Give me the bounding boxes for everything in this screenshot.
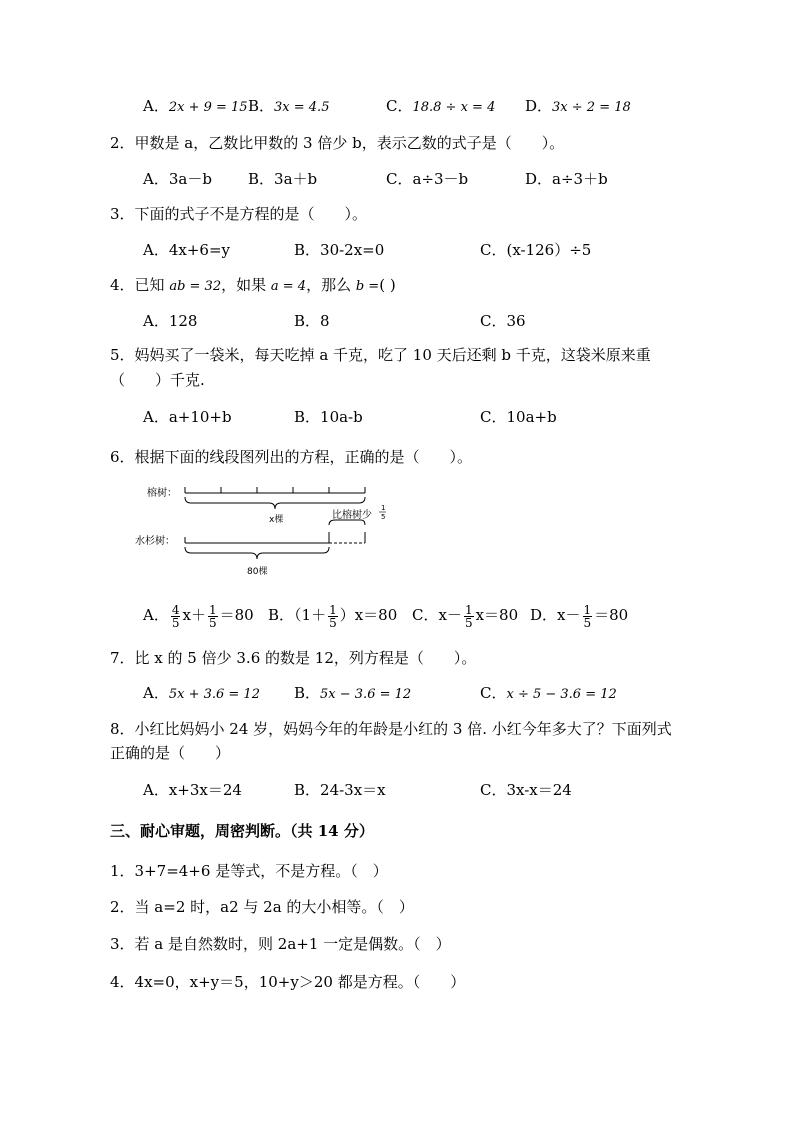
q7-option-a[interactable] <box>143 683 260 705</box>
q1-option-b[interactable] <box>248 96 329 118</box>
line-segment-diagram <box>135 480 395 580</box>
equation: 2x + 9 = 15 <box>168 100 248 115</box>
q7-option-b[interactable] <box>294 683 411 705</box>
option-letter: C．x－ <box>412 606 462 624</box>
q3-option-c[interactable]: C．(x-126）÷5 <box>480 241 592 259</box>
judgment-item-1[interactable]: 1．3+7=4+6 是等式，不是方程。（ ） <box>110 862 388 880</box>
numerator: 1 <box>208 602 217 617</box>
row2-label: 水杉树： <box>135 536 175 547</box>
option-letter: D．x－ <box>530 606 581 624</box>
q1-option-a[interactable] <box>143 96 248 118</box>
segment-diagram-svg <box>135 480 395 580</box>
expression-part: ＝80 <box>594 606 629 624</box>
equation: 3x = 4.5 <box>274 100 330 115</box>
q2-option-b[interactable]: B．3a＋b <box>248 170 318 188</box>
fraction <box>583 604 593 629</box>
q2-option-d[interactable]: D．a÷3＋b <box>525 170 608 188</box>
numerator: 4 <box>171 602 180 617</box>
option-letter: B．（1＋ <box>268 606 327 624</box>
diff-label: 比榕树少 <box>332 510 372 521</box>
q3-option-a[interactable]: A．4x+6=y <box>143 241 230 259</box>
q1-option-c[interactable] <box>386 96 495 118</box>
q4-answer-blank: ( ) <box>379 276 396 294</box>
q6-option-a[interactable] <box>143 600 254 630</box>
numerator: 1 <box>464 602 473 617</box>
fraction <box>171 604 181 629</box>
q6-stem: 6．根据下面的线段图列出的方程，正确的是（ ）。 <box>110 448 473 466</box>
q4-stem-text: 4．已知 <box>110 276 170 294</box>
equation: x ÷ 5 − 3.6 = 12 <box>506 687 617 702</box>
option-letter: B． <box>248 97 275 115</box>
option-letter: D． <box>525 97 553 115</box>
section3-heading: 三、耐心审题，周密判断。（共 14 分） <box>110 822 374 840</box>
q4-expression: ab = 32 <box>169 279 222 294</box>
denominator: 5 <box>171 615 180 630</box>
row2-brace <box>185 547 329 559</box>
option-letter: A． <box>143 606 169 624</box>
q6-option-d[interactable] <box>530 600 628 630</box>
q2-option-a[interactable]: A．3a－b <box>143 170 212 188</box>
option-letter: C． <box>480 684 507 702</box>
expression-part: x＋ <box>182 606 206 624</box>
q8-stem-line1: 8．小红比妈妈小 24 岁，妈妈今年的年龄是小红的 3 倍. 小红今年多大了？下面列式 <box>110 720 672 738</box>
option-letter: C． <box>386 97 413 115</box>
q6-option-b[interactable] <box>268 600 397 630</box>
option-letter: B． <box>294 684 321 702</box>
q2-option-c[interactable]: C．a÷3－b <box>386 170 469 188</box>
numerator: 1 <box>583 602 592 617</box>
q1-option-d[interactable] <box>525 96 631 118</box>
q5-option-b[interactable]: B．10a-b <box>294 408 363 426</box>
denominator: 5 <box>464 615 473 630</box>
expression-part: x＝80 <box>475 606 519 624</box>
q2-stem: 2．甲数是 a，乙数比甲数的 3 倍少 b，表示乙数的式子是（ ）。 <box>110 134 565 152</box>
equation: 5x + 3.6 = 12 <box>168 687 260 702</box>
q4-expression: a = 4 <box>270 279 307 294</box>
q8-option-a[interactable]: A．x+3x＝24 <box>143 781 242 799</box>
q3-stem: 3．下面的式子不是方程的是（ ）。 <box>110 205 368 223</box>
row2-brace-label: 80棵 <box>247 567 268 577</box>
diff-frac-den: 5 <box>381 513 386 521</box>
expression-part: ）x＝80 <box>339 606 398 624</box>
q5-option-c[interactable]: C．10a+b <box>480 408 557 426</box>
q8-stem-line2: 正确的是（ ） <box>110 744 231 762</box>
equation: 5x − 3.6 = 12 <box>320 687 412 702</box>
judgment-item-4[interactable]: 4．4x=0，x+y＝5，10+y＞20 都是方程。（ ） <box>110 973 466 991</box>
q7-stem: 7．比 x 的 5 倍少 3.6 的数是 12，列方程是（ ）。 <box>110 649 477 667</box>
judgment-item-2[interactable]: 2．当 a=2 时，a2 与 2a 的大小相等。（ ） <box>110 898 414 916</box>
q8-option-b[interactable]: B．24-3x＝x <box>294 781 386 799</box>
q5-stem-line1: 5．妈妈买了一袋米，每天吃掉 a 千克，吃了 10 天后还剩 b 千克，这袋米原来重 <box>110 346 651 364</box>
diff-frac-num: 1 <box>381 504 386 512</box>
row1-brace <box>185 497 365 509</box>
option-letter: A． <box>143 97 169 115</box>
q4-option-a[interactable]: A．128 <box>143 312 198 330</box>
equation: 3x ÷ 2 = 18 <box>552 100 631 115</box>
numerator: 1 <box>329 602 337 617</box>
q4-option-c[interactable]: C．36 <box>480 312 526 330</box>
denominator: 5 <box>583 615 592 630</box>
q8-option-c[interactable]: C．3x-x＝24 <box>480 781 572 799</box>
q4-stem-text: ，那么 <box>306 276 356 294</box>
q7-option-c[interactable] <box>480 683 617 705</box>
q4-option-b[interactable]: B．8 <box>294 312 330 330</box>
denominator: 5 <box>208 615 217 630</box>
fraction <box>328 604 338 629</box>
q4-expression: b = <box>355 279 380 294</box>
equation: 18.8 ÷ x = 4 <box>412 100 496 115</box>
fraction <box>464 604 474 629</box>
denominator: 5 <box>329 615 337 630</box>
row1-brace-label: x棵 <box>269 515 284 525</box>
judgment-item-3[interactable]: 3．若 a 是自然数时，则 2a+1 一定是偶数。（ ） <box>110 935 451 953</box>
option-letter: A． <box>143 684 169 702</box>
q5-option-a[interactable]: A．a+10+b <box>143 408 232 426</box>
q3-option-b[interactable]: B．30-2x=0 <box>294 241 385 259</box>
q6-option-c[interactable] <box>412 600 518 630</box>
expression-part: ＝80 <box>219 606 254 624</box>
q4-stem-text: ，如果 <box>221 276 271 294</box>
q5-stem-line2: （ ）千克. <box>110 371 205 389</box>
q4-stem <box>110 275 396 297</box>
row1-label: 榕树： <box>147 488 177 499</box>
fraction <box>208 604 218 629</box>
